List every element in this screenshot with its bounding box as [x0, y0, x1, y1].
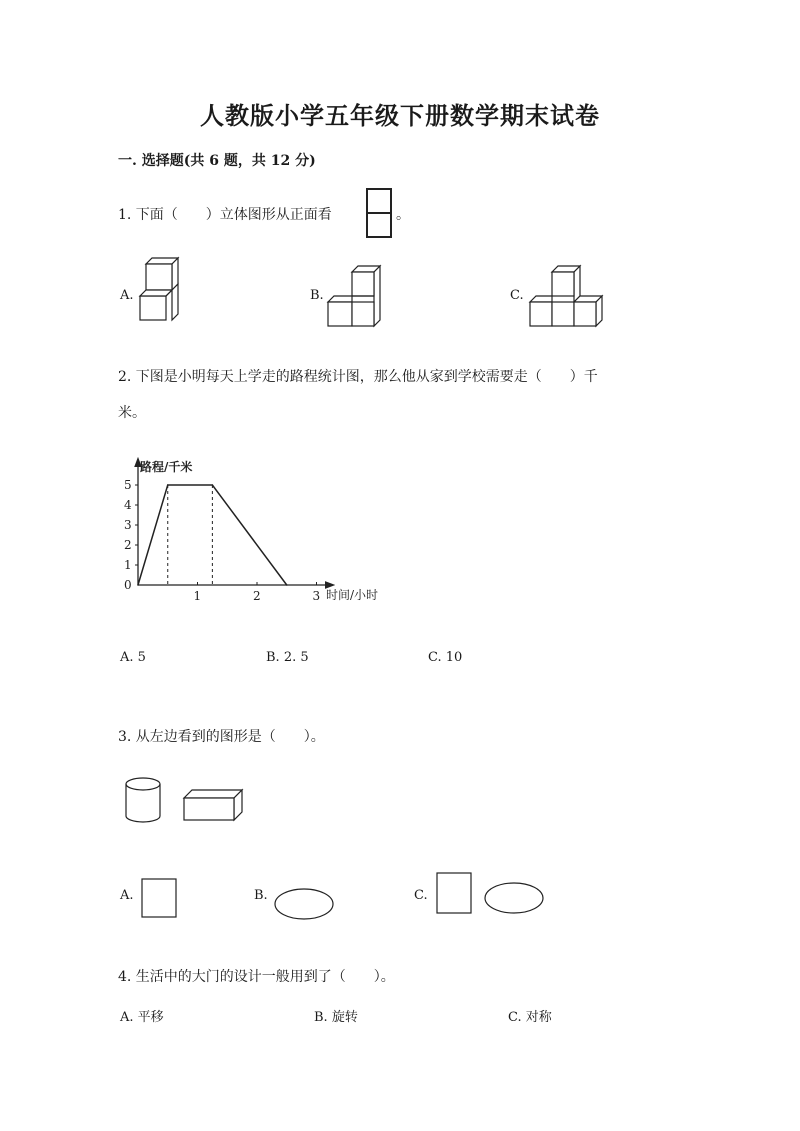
y-tick-label: 3	[124, 518, 132, 532]
x-tick-label: 2	[253, 589, 261, 603]
q4-option-a: A. 平移	[120, 1010, 164, 1025]
q2-option-c: C. 10	[428, 650, 463, 665]
q3-option-b-label: B.	[254, 888, 268, 903]
cube-stack-b-icon	[326, 270, 386, 326]
ellipse-shape-icon	[274, 888, 336, 922]
q2-option-b: B. 2. 5	[266, 650, 309, 665]
q3-option-a-label: A.	[120, 888, 134, 903]
q1-stem	[118, 204, 332, 224]
q2-stem-line1: 2. 下图是小明每天上学走的路程统计图，那么他从家到学校需要走（ ）千	[118, 369, 598, 385]
distance-time-chart	[118, 458, 418, 608]
q1-front-view-icon	[366, 188, 396, 242]
x-axis-label: 时间/小时	[326, 588, 379, 602]
q1-option-c-label: C.	[510, 288, 524, 303]
cuboid-icon	[182, 788, 244, 822]
q3-stem: 3. 从左边看到的图形是（ ）。	[118, 729, 325, 745]
q1-option-a-label: A.	[120, 288, 134, 303]
page-title: 人教版小学五年级下册数学期末试卷	[200, 101, 600, 130]
q3-option-c-label: C.	[414, 888, 428, 903]
square-and-ellipse-icon	[436, 872, 548, 916]
y-tick-label: 2	[124, 538, 132, 552]
q4-stem: 4. 生活中的大门的设计一般用到了（ ）。	[118, 969, 395, 985]
x-tick-label: 1	[193, 589, 202, 603]
y-tick-label: 0	[124, 578, 132, 592]
y-tick-label: 5	[124, 478, 132, 492]
q4-option-c: C. 对称	[508, 1010, 552, 1025]
cube-stack-c-icon	[528, 270, 606, 326]
x-tick-label: 3	[312, 589, 321, 603]
y-tick-label: 1	[124, 558, 132, 572]
section-heading: 一. 选择题(共 6 题，共 12 分)	[118, 153, 316, 169]
cylinder-icon	[124, 776, 164, 824]
data-point	[167, 484, 169, 486]
y-axis-label: 路程/千米	[140, 460, 193, 474]
q1-option-b-label: B.	[310, 288, 324, 303]
square-shape-icon	[141, 878, 177, 918]
data-point	[286, 584, 288, 586]
data-point	[212, 484, 214, 486]
q4-option-b: B. 旋转	[314, 1010, 358, 1025]
cube-stack-a-icon	[138, 262, 180, 324]
q2-stem-line2: 米。	[118, 405, 146, 421]
q1-stem-text: 1. 下面（ ）立体图形从正面看	[118, 207, 332, 223]
q2-option-a: A. 5	[120, 650, 146, 665]
y-tick-label: 4	[124, 498, 132, 512]
data-point	[137, 584, 139, 586]
q1-stem-end: 。	[396, 207, 410, 223]
